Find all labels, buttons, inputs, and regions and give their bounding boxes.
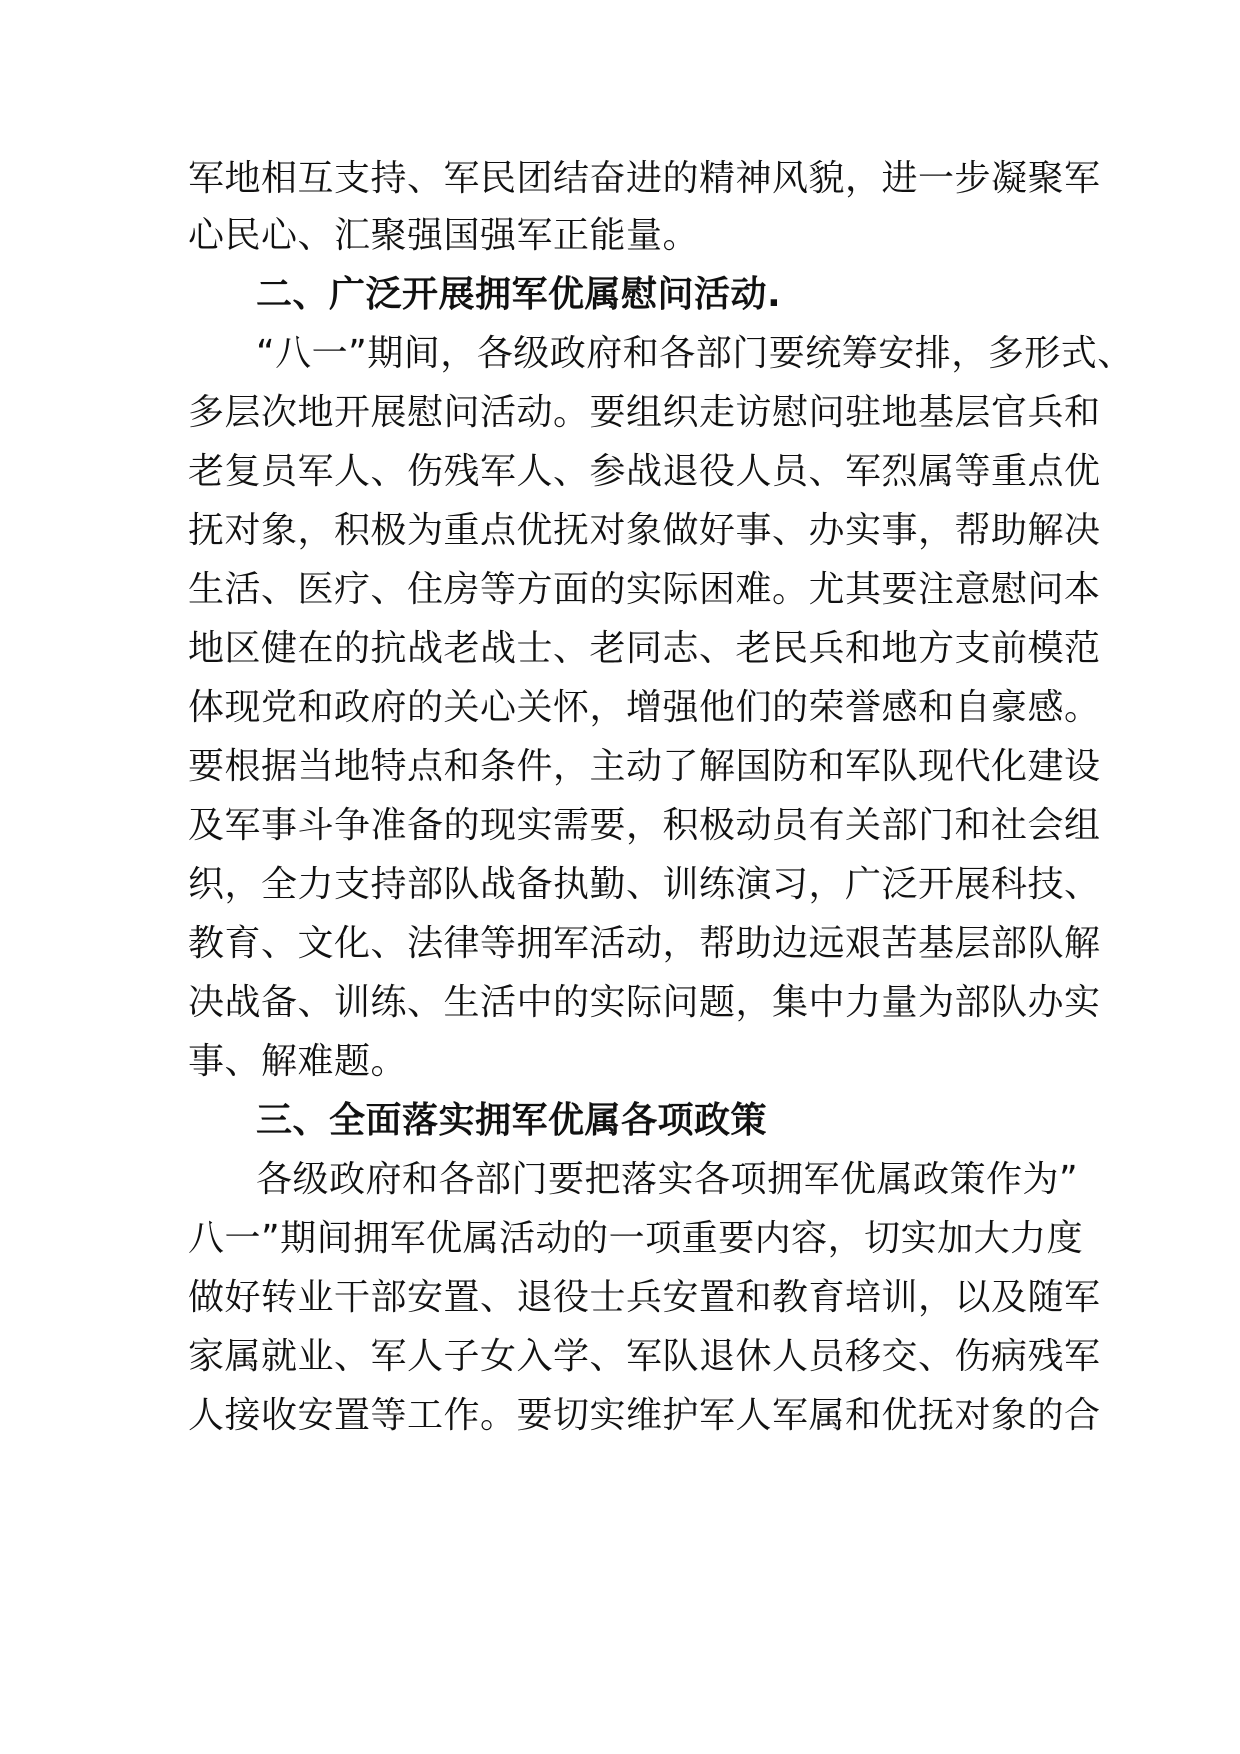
body-text-line: 人接收安置等工作。要切实维护军人军属和优抚对象的合 <box>188 1395 1101 1436</box>
body-text-line: 各级政府和各部门要把落实各项拥军优属政策作为” <box>256 1159 1079 1200</box>
body-text-line: 事、解难题。 <box>188 1041 408 1082</box>
body-text-line: 生活、医疗、住房等方面的实际困难。尤其要注意慰问本 <box>188 569 1101 610</box>
body-text-line: 多层次地开展慰问活动。要组织走访慰问驻地基层官兵和 <box>188 392 1101 433</box>
body-text-line: 做好转业干部安置、退役士兵安置和教育培训，以及随军 <box>188 1277 1101 1318</box>
body-text-line: 体现党和政府的关心关怀，增强他们的荣誉感和自豪感。 <box>188 687 1101 728</box>
body-text-line: 决战备、训练、生活中的实际问题，集中力量为部队办实 <box>188 982 1101 1023</box>
body-text-line: 八一”期间拥军优属活动的一项重要内容，切实加大力度 <box>188 1218 1084 1259</box>
body-text-line: 及军事斗争准备的现实需要，积极动员有关部门和社会组 <box>188 805 1101 846</box>
body-text-line: 教育、文化、法律等拥军活动，帮助边远艰苦基层部队解 <box>188 923 1101 964</box>
section-heading: 二、广泛开展拥军优属慰问活动. <box>256 274 782 315</box>
body-text-line: 抚对象，积极为重点优抚对象做好事、办实事，帮助解决 <box>188 510 1101 551</box>
body-text-line: 心民心、汇聚强国强军正能量。 <box>188 215 700 256</box>
body-text-line: 老复员军人、伤残军人、参战退役人员、军烈属等重点优 <box>188 451 1101 492</box>
section-heading: 三、全面落实拥军优属各项政策 <box>256 1100 768 1141</box>
body-text-line: 织，全力支持部队战备执勤、训练演习，广泛开展科技、 <box>188 864 1101 905</box>
body-text-line: “八一”期间，各级政府和各部门要统筹安排，多形式、 <box>256 333 1134 374</box>
body-text-line: 家属就业、军人子女入学、军队退休人员移交、伤病残军 <box>188 1336 1101 1377</box>
body-text-line: 地区健在的抗战老战士、老同志、老民兵和地方支前模范 <box>188 628 1101 669</box>
body-text-line: 军地相互支持、军民团结奋进的精神风貌，进一步凝聚军 <box>188 158 1101 199</box>
body-text-line: 要根据当地特点和条件，主动了解国防和军队现代化建设 <box>188 746 1101 787</box>
